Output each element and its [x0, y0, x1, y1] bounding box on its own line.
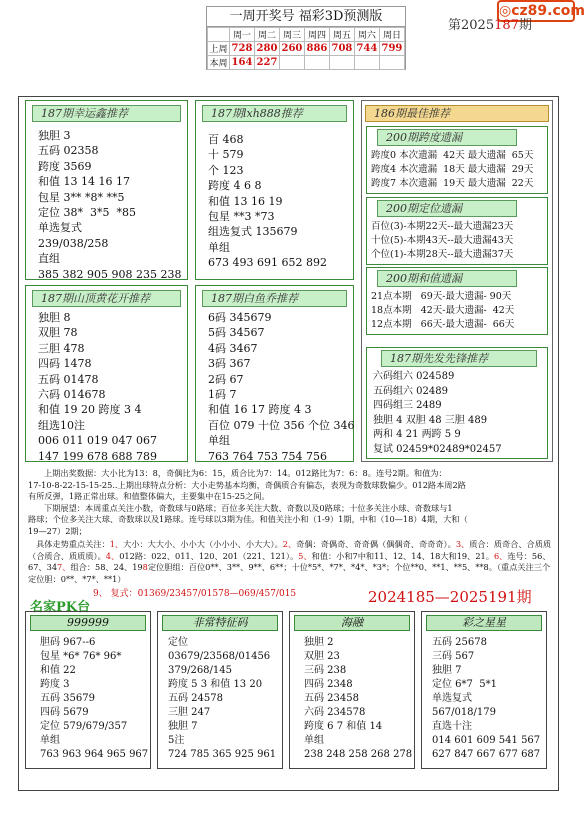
draw-value: 728	[230, 42, 255, 56]
weekly-draw-grid	[207, 27, 405, 70]
box-position-missing	[366, 197, 548, 265]
box-best-186	[361, 100, 553, 462]
day-cell: 周二	[254, 28, 279, 42]
last-week-row	[208, 42, 405, 56]
pk-col-title: 彩之星星	[426, 615, 542, 631]
box-lines: 百位(3)-本期22天--最大遗漏23天 十位(5)-本期43天--最大遗漏43天 个位(1)-本期28天--最大遗漏37天	[371, 221, 514, 260]
draw-value	[354, 56, 379, 70]
day-cell: 周日	[379, 28, 404, 42]
pk-col-title: 海融	[294, 615, 410, 631]
box-xingyunxin	[25, 100, 188, 280]
pk-col-3	[289, 611, 415, 769]
box-baiyuqiao	[195, 285, 354, 462]
pk-col-title: 999999	[30, 615, 146, 631]
draw-value: 799	[379, 42, 404, 56]
focus-text: 具体走势重点关注：1、大小：大大小、小小大（小小小、小大大）。2、奇偶：奇偶奇、奇奇偶（偶偶奇、奇奇奇）。3、质合：质奇合、合质质（合质合、质质质）。4、012路：022、011、120、201（221、121）。5、和值：小和7中和11、12、14、18大和19、21。6、连号：56、67、347、组合：58、24、198定位胆组：百位0**、3**、9**、6**；十位*5*、*7*、*4*、*3*；个位**0、**1、**5、**8。（重点关注三个定位胆：0**、*7*、**1）	[28, 539, 552, 584]
day-cell: 周三	[279, 28, 304, 42]
pk-col-lines: 独胆 2 双胆 23 三码 238 四码 2348 五码 23458 六码 234578 跨度 6 7 和值 14 单组 238 248 258 268 278	[304, 637, 413, 760]
issue-number: 第2025187期	[448, 18, 532, 33]
draw-value	[304, 56, 329, 70]
draw-value	[279, 56, 304, 70]
days-row	[208, 28, 405, 42]
day-cell: 周一	[230, 28, 255, 42]
analysis-text: 上期出奖数据：大小比为13：8，奇偶比为6：15，质合比为7：14。012路比为7：6：8。连号2期。和值为： 17-10-8-22-15-15-25..上期出球特点分析：大小走势基本均衡，奇偶质合有偏态，表现为奇数球数偏少。012路本周2路 有所反弹，1路正常出球。和值整体偏大，主要集中在15-25之间。 下期展望：本周重点关注小数，奇数球与0路球；百位多关注大数、奇数以及0路球；十位多关注小球、奇数球与1 路球；个位多关注大球、奇数球以及1路球。连号球以3期为佳。和值关注小和（1-9）1期，中和（10—18）4期，大和（ 19—27）2期；	[28, 468, 468, 536]
pk-col-title: 非常特征码	[162, 615, 278, 631]
box-title: 187期lxh888推荐	[202, 105, 347, 122]
day-cell: 周五	[329, 28, 354, 42]
box-shanding	[25, 285, 188, 462]
pk-col-4	[421, 611, 547, 769]
box-title: 187期山顶黄花开推荐	[32, 290, 181, 307]
draw-value	[379, 56, 404, 70]
weekly-draw-table	[206, 6, 406, 70]
draw-value: 227	[254, 56, 279, 70]
box-lines: 6码 345679 5码 34567 4码 3467 3码 367 2码 67 1码 7 和值 16 17 跨度 4 3 百位 079 十位 356 个位 346 单组 763 764 753 754 756	[208, 311, 355, 463]
box-sum-missing	[366, 267, 548, 335]
draw-value: 708	[329, 42, 354, 56]
pk-col-2	[157, 611, 283, 769]
box-lines: 独胆 8 双胆 78 三胆 478 四码 1478 五码 01478 六码 014678 和值 19 20 跨度 3 4 组选10注 006 011 019 047 067 147 199 678 688 789	[38, 311, 157, 463]
pk-col-lines: 胆码 967--6 包星 *6* 76* 96* 和值 22 跨度 3 五码 35679 四码 5679 定位 579/679/357 单组 763 963 964 965 967	[40, 637, 149, 760]
box-lxh888	[195, 100, 354, 280]
box-lines: 21点本期 69天-最大遗漏- 90天 18点本期 42天-最大遗漏- 42天 12点本期 66天-最大遗漏- 66天	[371, 291, 515, 330]
box-span-missing	[366, 126, 548, 194]
box-title: 187期幸运鑫推荐	[32, 105, 181, 122]
box-title: 200期定位遗漏	[377, 200, 517, 217]
row-label: 上周	[208, 42, 230, 56]
box-lines: 百 468 十 579 个 123 跨度 4 6 8 和值 13 16 19 包星 **3 *73 组选复式 135679 单组 673 493 691 652 892	[208, 133, 327, 270]
this-week-row	[208, 56, 405, 70]
box-title: 186期最佳推荐	[365, 105, 549, 122]
box-title: 200期跨度遗漏	[377, 129, 517, 146]
pk-col-lines: 定位 03679/23568/01456 379/268/145 跨度 5 3 和值 13 20 五码 24578 三胆 247 独胆 7 5注 724 785 365 925 961	[168, 637, 277, 760]
box-title: 200期和值遗漏	[377, 270, 517, 287]
pk-period: 2024185—2025191期	[368, 588, 532, 606]
draw-value: 260	[279, 42, 304, 56]
draw-value	[329, 56, 354, 70]
box-title: 187期先发先锋推荐	[381, 350, 537, 367]
fuxuan-line: 9、 复式：01369/23457/01578—069/457/015	[93, 589, 297, 599]
draw-value: 280	[254, 42, 279, 56]
day-cell: 周四	[304, 28, 329, 42]
box-pioneer	[366, 347, 548, 459]
box-lines: 跨度0 本次遗漏 42天 最大遗漏 65天 跨度4 本次遗漏 18天 最大遗漏 29天 跨度7 本次遗漏 19天 最大遗漏 22天	[371, 150, 534, 189]
draw-value: 886	[304, 42, 329, 56]
draw-value: 164	[230, 56, 255, 70]
pk-col-1	[25, 611, 151, 769]
box-title: 187期白鱼乔推荐	[202, 290, 347, 307]
pk-col-lines: 五码 25678 三码 567 独胆 7 定位 6*7 5*1 单选复式 567/018/179 直选十注 014 601 609 541 567 627 847 667 677 687	[432, 637, 541, 760]
box-lines: 六码组六 024589 五码组六 02489 四码组三 2489 独胆 4 双胆 48 三胆 489 两和 4 21 两跨 5 9 复试 02459*02489*02457	[373, 371, 502, 455]
box-lines: 独胆 3 五码 02358 跨度 3569 和值 13 14 16 17 包星 3** *8* **5 定位 38* 3*5 *85 单选复式 239/038/258 直组 385 382 905 908 235 238	[38, 129, 182, 281]
day-cell: 周六	[354, 28, 379, 42]
watermark-logo: ◎cz89.com	[497, 0, 575, 22]
draw-value: 744	[354, 42, 379, 56]
weekly-draw-title: 一周开奖号 福彩3D预测版	[207, 7, 405, 27]
pk-header: 名家PK台	[30, 600, 91, 615]
row-label: 本周	[208, 56, 230, 70]
